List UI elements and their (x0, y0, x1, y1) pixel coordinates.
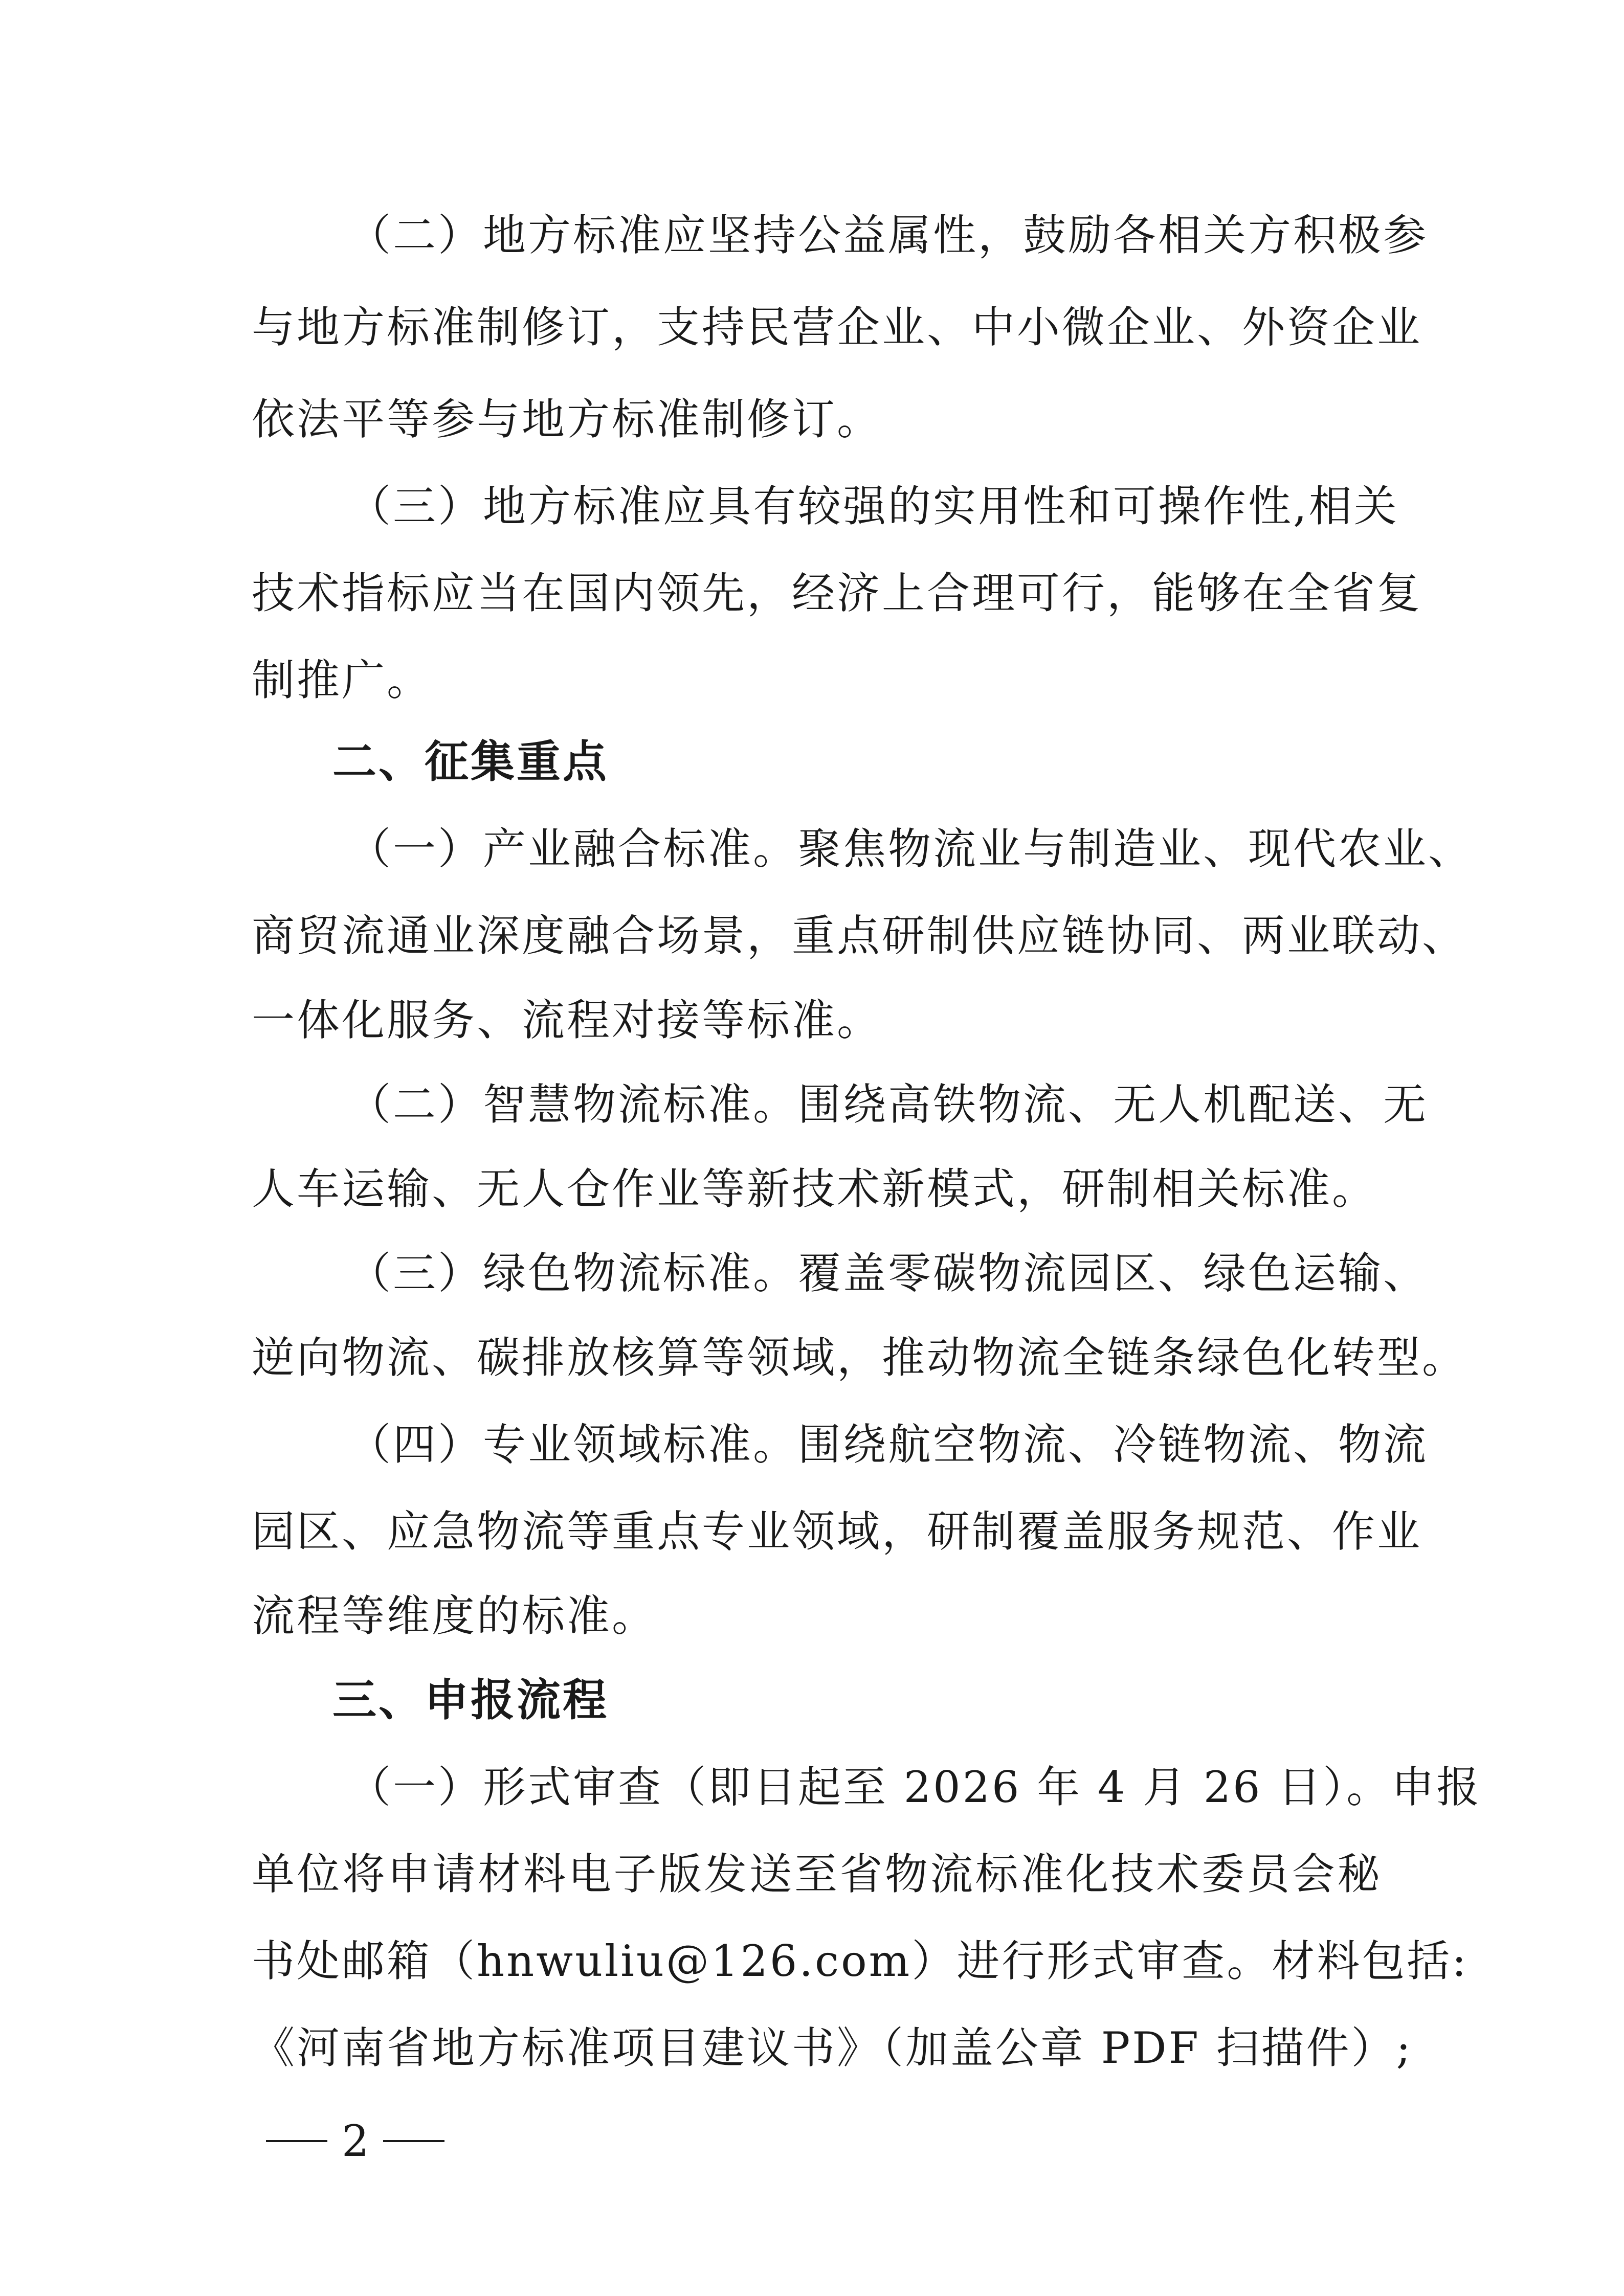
paragraph-line: 一体化服务、流程对接等标准。 (252, 995, 882, 1045)
paragraph-line: 技术指标应当在国内领先，经济上合理可行，能够在全省复 (252, 568, 1422, 618)
paragraph-line: 逆向物流、碳排放核算等领域，推动物流全链条绿色化转型。 (252, 1333, 1467, 1383)
paragraph-line: 制推广。 (252, 655, 432, 705)
paragraph-line: 流程等维度的标准。 (252, 1591, 657, 1641)
paragraph-line: （一）产业融合标准。聚焦物流业与制造业、现代农业、 (348, 824, 1474, 874)
paragraph-line: 《河南省地方标准项目建议书》（加盖公章 PDF 扫描件）; (252, 2023, 1413, 2073)
paragraph-line: 人车运输、无人仓作业等新技术新模式，研制相关标准。 (252, 1164, 1377, 1214)
paragraph-line: （二）地方标准应坚持公益属性，鼓励各相关方积极参 (348, 210, 1429, 260)
footer-dash-right (383, 2140, 444, 2142)
paragraph-line: （二）智慧物流标准。围绕高铁物流、无人机配送、无 (348, 1079, 1429, 1130)
footer-dash-left (266, 2140, 327, 2142)
paragraph-line: 单位将申请材料电子版发送至省物流标准化技术委员会秘 (252, 1849, 1382, 1899)
paragraph-line: （一）形式审查（即日起至 2026 年 4 月 26 日）。申报 (348, 1762, 1482, 1812)
paragraph-line: 园区、应急物流等重点专业领域，研制覆盖服务规范、作业 (252, 1506, 1422, 1557)
page-footer (252, 2097, 459, 2178)
section-heading: 二、征集重点 (332, 736, 609, 787)
section-heading: 三、申报流程 (332, 1675, 609, 1726)
paragraph-line: （三）地方标准应具有较强的实用性和可操作性,相关 (348, 481, 1399, 531)
paragraph-line: （三）绿色物流标准。覆盖零碳物流园区、绿色运输、 (348, 1248, 1429, 1298)
page-number: 2 (342, 2116, 369, 2166)
paragraph-line: 商贸流通业深度融合场景，重点研制供应链协同、两业联动、 (252, 911, 1467, 961)
paragraph-line: 与地方标准制修订，支持民营企业、中小微企业、外资企业 (252, 302, 1422, 352)
paragraph-line: （四）专业领域标准。围绕航空物流、冷链物流、物流 (348, 1420, 1429, 1470)
paragraph-line: 书处邮箱（hnwuliu@126.com）进行形式审查。材料包括: (252, 1936, 1469, 1986)
paragraph-line: 依法平等参与地方标准制修订。 (252, 394, 882, 444)
